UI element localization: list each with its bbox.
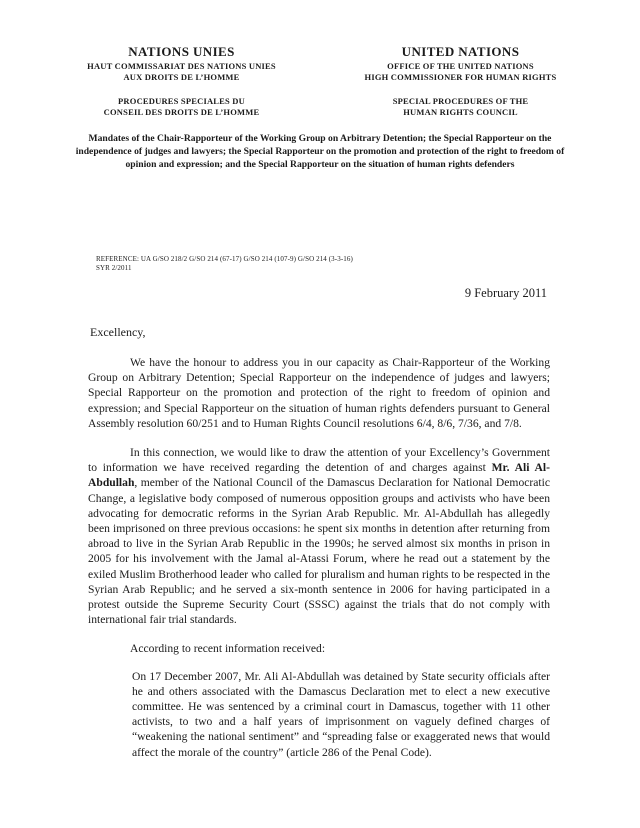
letterhead-english-subtitle-line2: HIGH COMMISSIONER FOR HUMAN RIGHTS (364, 72, 557, 82)
letterhead-english-subtitle-line1: OFFICE OF THE UNITED NATIONS (387, 61, 534, 71)
reference-block (96, 255, 640, 272)
letterhead-french-subtitle-line1: HAUT COMMISSARIAT DES NATIONS UNIES (87, 61, 276, 71)
paragraph-information-intro: According to recent information received: (130, 642, 326, 656)
letterhead-french-section-line1: PROCEDURES SPECIALES DU (118, 96, 245, 106)
letterhead-french-title: NATIONS UNIES (128, 44, 235, 59)
letterhead-english (321, 44, 600, 118)
paragraph-detention-details: On 17 December 2007, Mr. Ali Al-Abdullah was detained by State security officials after he and others associated with the Damascus Declaration met to elect a new executive committee. He was sentenced by a criminal court in Damascus, together with 11 other activists, to two and a half years of imprisonment on vaguely defined charges of “weakening the national sentiment” and “spreading false or exaggerated news that would affect the morale of the country” (article 286 of the Penal Code). (132, 669, 550, 759)
letterhead-english-section-line1: SPECIAL PROCEDURES OF THE (392, 96, 529, 106)
letterhead-english-section-line2: HUMAN RIGHTS COUNCIL (403, 107, 518, 117)
letterhead-french-subtitle-line2: AUX DROITS DE L’HOMME (123, 72, 240, 82)
mandates-statement: Mandates of the Chair-Rapporteur of the Working Group on Arbitrary Detention; the Special Rapporteur on the independence of judges and lawyers; the Special Rapporteur on the promotion and protection of the right to freedom of opinion and expression; and the Special Rapporteur on the situation of human rights defenders (75, 133, 565, 170)
reference-line2: SYR 2/2011 (96, 263, 132, 272)
letterhead-french-section-line2: CONSEIL DES DROITS DE L’HOMME (103, 107, 260, 117)
letterhead-french (42, 44, 321, 118)
paragraph-allegations-pre: In this connection, we would like to draw the attention of your Excellency’s Government to information we have received regarding the detention of and charges against (88, 446, 550, 475)
paragraph-allegations (88, 445, 550, 627)
paragraph-capacity: We have the honour to address you in our capacity as Chair-Rapporteur of the Working Group on Arbitrary Detention; Special Rapporteur on the independence of judges and lawyers; Special Rapporteur on the promotion and protection of the right to freedom of opinion and expression; and Special Rapporteur on the situation of human rights defenders pursuant to General Assembly resolution 60/251 and to Human Rights Council resolutions 6/4, 8/6, 7/36, and 7/8. (88, 356, 550, 430)
letter-body (88, 355, 550, 760)
letterhead (0, 0, 640, 118)
letterhead-english-title: UNITED NATIONS (401, 44, 520, 59)
letter-date: 9 February 2011 (464, 286, 547, 300)
subject-name: Mr. Ali Al-Abdullah (88, 461, 550, 490)
reference-line1: REFERENCE: UA G/SO 218/2 G/SO 214 (67-17) G/SO 214 (107-9) G/SO 214 (3-3-16) (96, 255, 353, 263)
paragraph-allegations-post: , member of the National Council of the Damascus Declaration for National Democratic Change, a legislative body composed of numerous opposition groups and activists who have been advocating for democratic reforms in the Syrian Arab Republic. Mr. Al-Abdullah has allegedly been imprisoned on three previous occasions: he spent six months in detention after returning from abroad to live in the Syrian Arab Republic in the 1990s; he served almost six months in prison in 2005 for his involvement with the Jamal al-Atassi Forum, where he read out a statement by the exiled Muslim Brotherhood leader who called for pluralism and human rights to be respected in the Syrian Arab Republic; and he served a six-month sentence in 2006 for having participated in a protest outside the Supreme Security Court (SSSC) against the trials that do not comply with international fair trial standards. (88, 476, 550, 627)
salutation: Excellency, (90, 325, 146, 339)
